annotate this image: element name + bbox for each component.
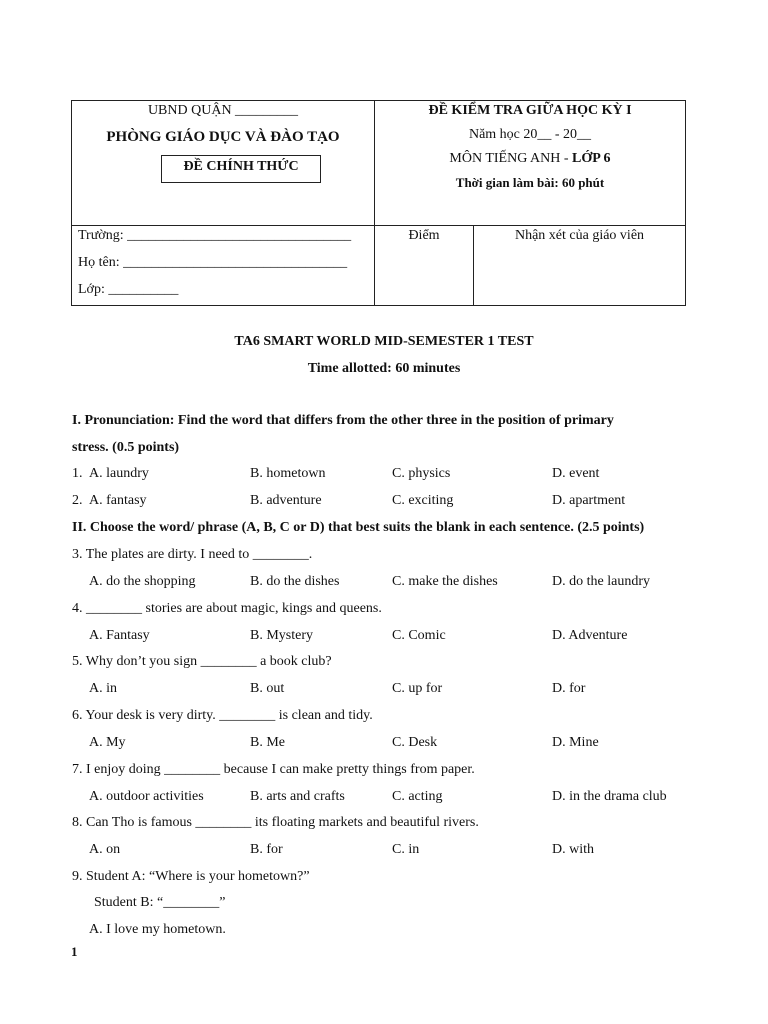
time-allotted: Time allotted: 60 minutes	[307, 361, 461, 376]
option-a: A. outdoor activities	[89, 789, 204, 804]
option-c: C. exciting	[392, 493, 454, 508]
question-stem: 8. Can Tho is famous ________ its floating markets and beautiful rivers.	[72, 815, 479, 830]
option-c: C. make the dishes	[392, 574, 498, 589]
option-d: D. Adventure	[552, 628, 628, 643]
question-number: 1.	[72, 466, 83, 481]
exam-title: ĐỀ KIỂM TRA GIỮA HỌC KỲ I	[428, 103, 632, 118]
option-c: C. in	[392, 842, 420, 857]
option-c: C. physics	[392, 466, 451, 481]
option-a: A. My	[89, 735, 126, 750]
question-stem: 4. ________ stories are about magic, kings and queens.	[72, 601, 382, 616]
subject-label: MÔN TIẾNG ANH -	[449, 151, 573, 166]
school-year: Năm học 20__ - 20__	[468, 127, 592, 142]
option-a: A. do the shopping	[89, 574, 196, 589]
table-divider	[72, 225, 685, 226]
name-field: Họ tên: ________________________________	[78, 255, 348, 270]
dialogue-line: Student B: “________”	[94, 895, 226, 910]
page-number: 1	[71, 944, 78, 959]
question-stem: 7. I enjoy doing ________ because I can make pretty things from paper.	[72, 762, 475, 777]
question-stem: 9. Student A: “Where is your hometown?”	[72, 869, 310, 884]
option-d: D. for	[552, 681, 586, 696]
option-a: A. laundry	[89, 466, 149, 481]
class-field: Lớp: __________	[78, 282, 179, 297]
option-b: B. adventure	[250, 493, 322, 508]
option-d: D. do the laundry	[552, 574, 650, 589]
section-1-heading-cont: stress. (0.5 points)	[72, 440, 180, 455]
option-b: B. Me	[250, 735, 285, 750]
time-limit: Thời gian làm bài: 60 phút	[455, 175, 605, 190]
option-a: A. I love my hometown.	[89, 922, 226, 937]
grade-label: LỚP 6	[572, 151, 611, 166]
option-a: A. Fantasy	[89, 628, 150, 643]
option-b: B. out	[250, 681, 285, 696]
school-field: Trường: ________________________________	[78, 228, 352, 243]
question-stem: 3. The plates are dirty. I need to ________.	[72, 547, 313, 562]
option-c: C. Comic	[392, 628, 446, 643]
department-label: PHÒNG GIÁO DỤC VÀ ĐÀO TẠO	[106, 129, 340, 145]
comment-label: Nhận xét của giáo viên	[514, 228, 645, 243]
header-table	[71, 100, 686, 306]
option-a: A. fantasy	[89, 493, 147, 508]
option-b: B. Mystery	[250, 628, 313, 643]
official-box	[161, 155, 321, 183]
option-b: B. hometown	[250, 466, 326, 481]
option-b: B. do the dishes	[250, 574, 340, 589]
subject-line	[375, 151, 685, 167]
option-b: B. arts and crafts	[250, 789, 345, 804]
district-label: UBND QUẬN _________	[147, 103, 299, 118]
option-c: C. acting	[392, 789, 443, 804]
option-d: D. Mine	[552, 735, 599, 750]
option-c: C. Desk	[392, 735, 438, 750]
option-a: A. on	[89, 842, 121, 857]
question-stem: 5. Why don’t you sign ________ a book club?	[72, 654, 332, 669]
option-c: C. up for	[392, 681, 443, 696]
option-d: D. apartment	[552, 493, 626, 508]
option-d: D. in the drama club	[552, 789, 667, 804]
option-d: D. event	[552, 466, 600, 481]
option-a: A. in	[89, 681, 117, 696]
section-2-heading: II. Choose the word/ phrase (A, B, C or D) that best suits the blank in each sentence. (2.5 points)	[72, 520, 645, 535]
option-d: D. with	[552, 842, 594, 857]
official-label: ĐỀ CHÍNH THỨC	[183, 159, 299, 174]
question-number: 2.	[72, 493, 83, 508]
option-b: B. for	[250, 842, 283, 857]
test-title: TA6 SMART WORLD MID-SEMESTER 1 TEST	[234, 334, 534, 349]
section-1-heading: I. Pronunciation: Find the word that differs from the other three in the position of primary	[72, 413, 614, 428]
score-label: Điểm	[408, 228, 440, 243]
question-stem: 6. Your desk is very dirty. ________ is clean and tidy.	[72, 708, 373, 723]
